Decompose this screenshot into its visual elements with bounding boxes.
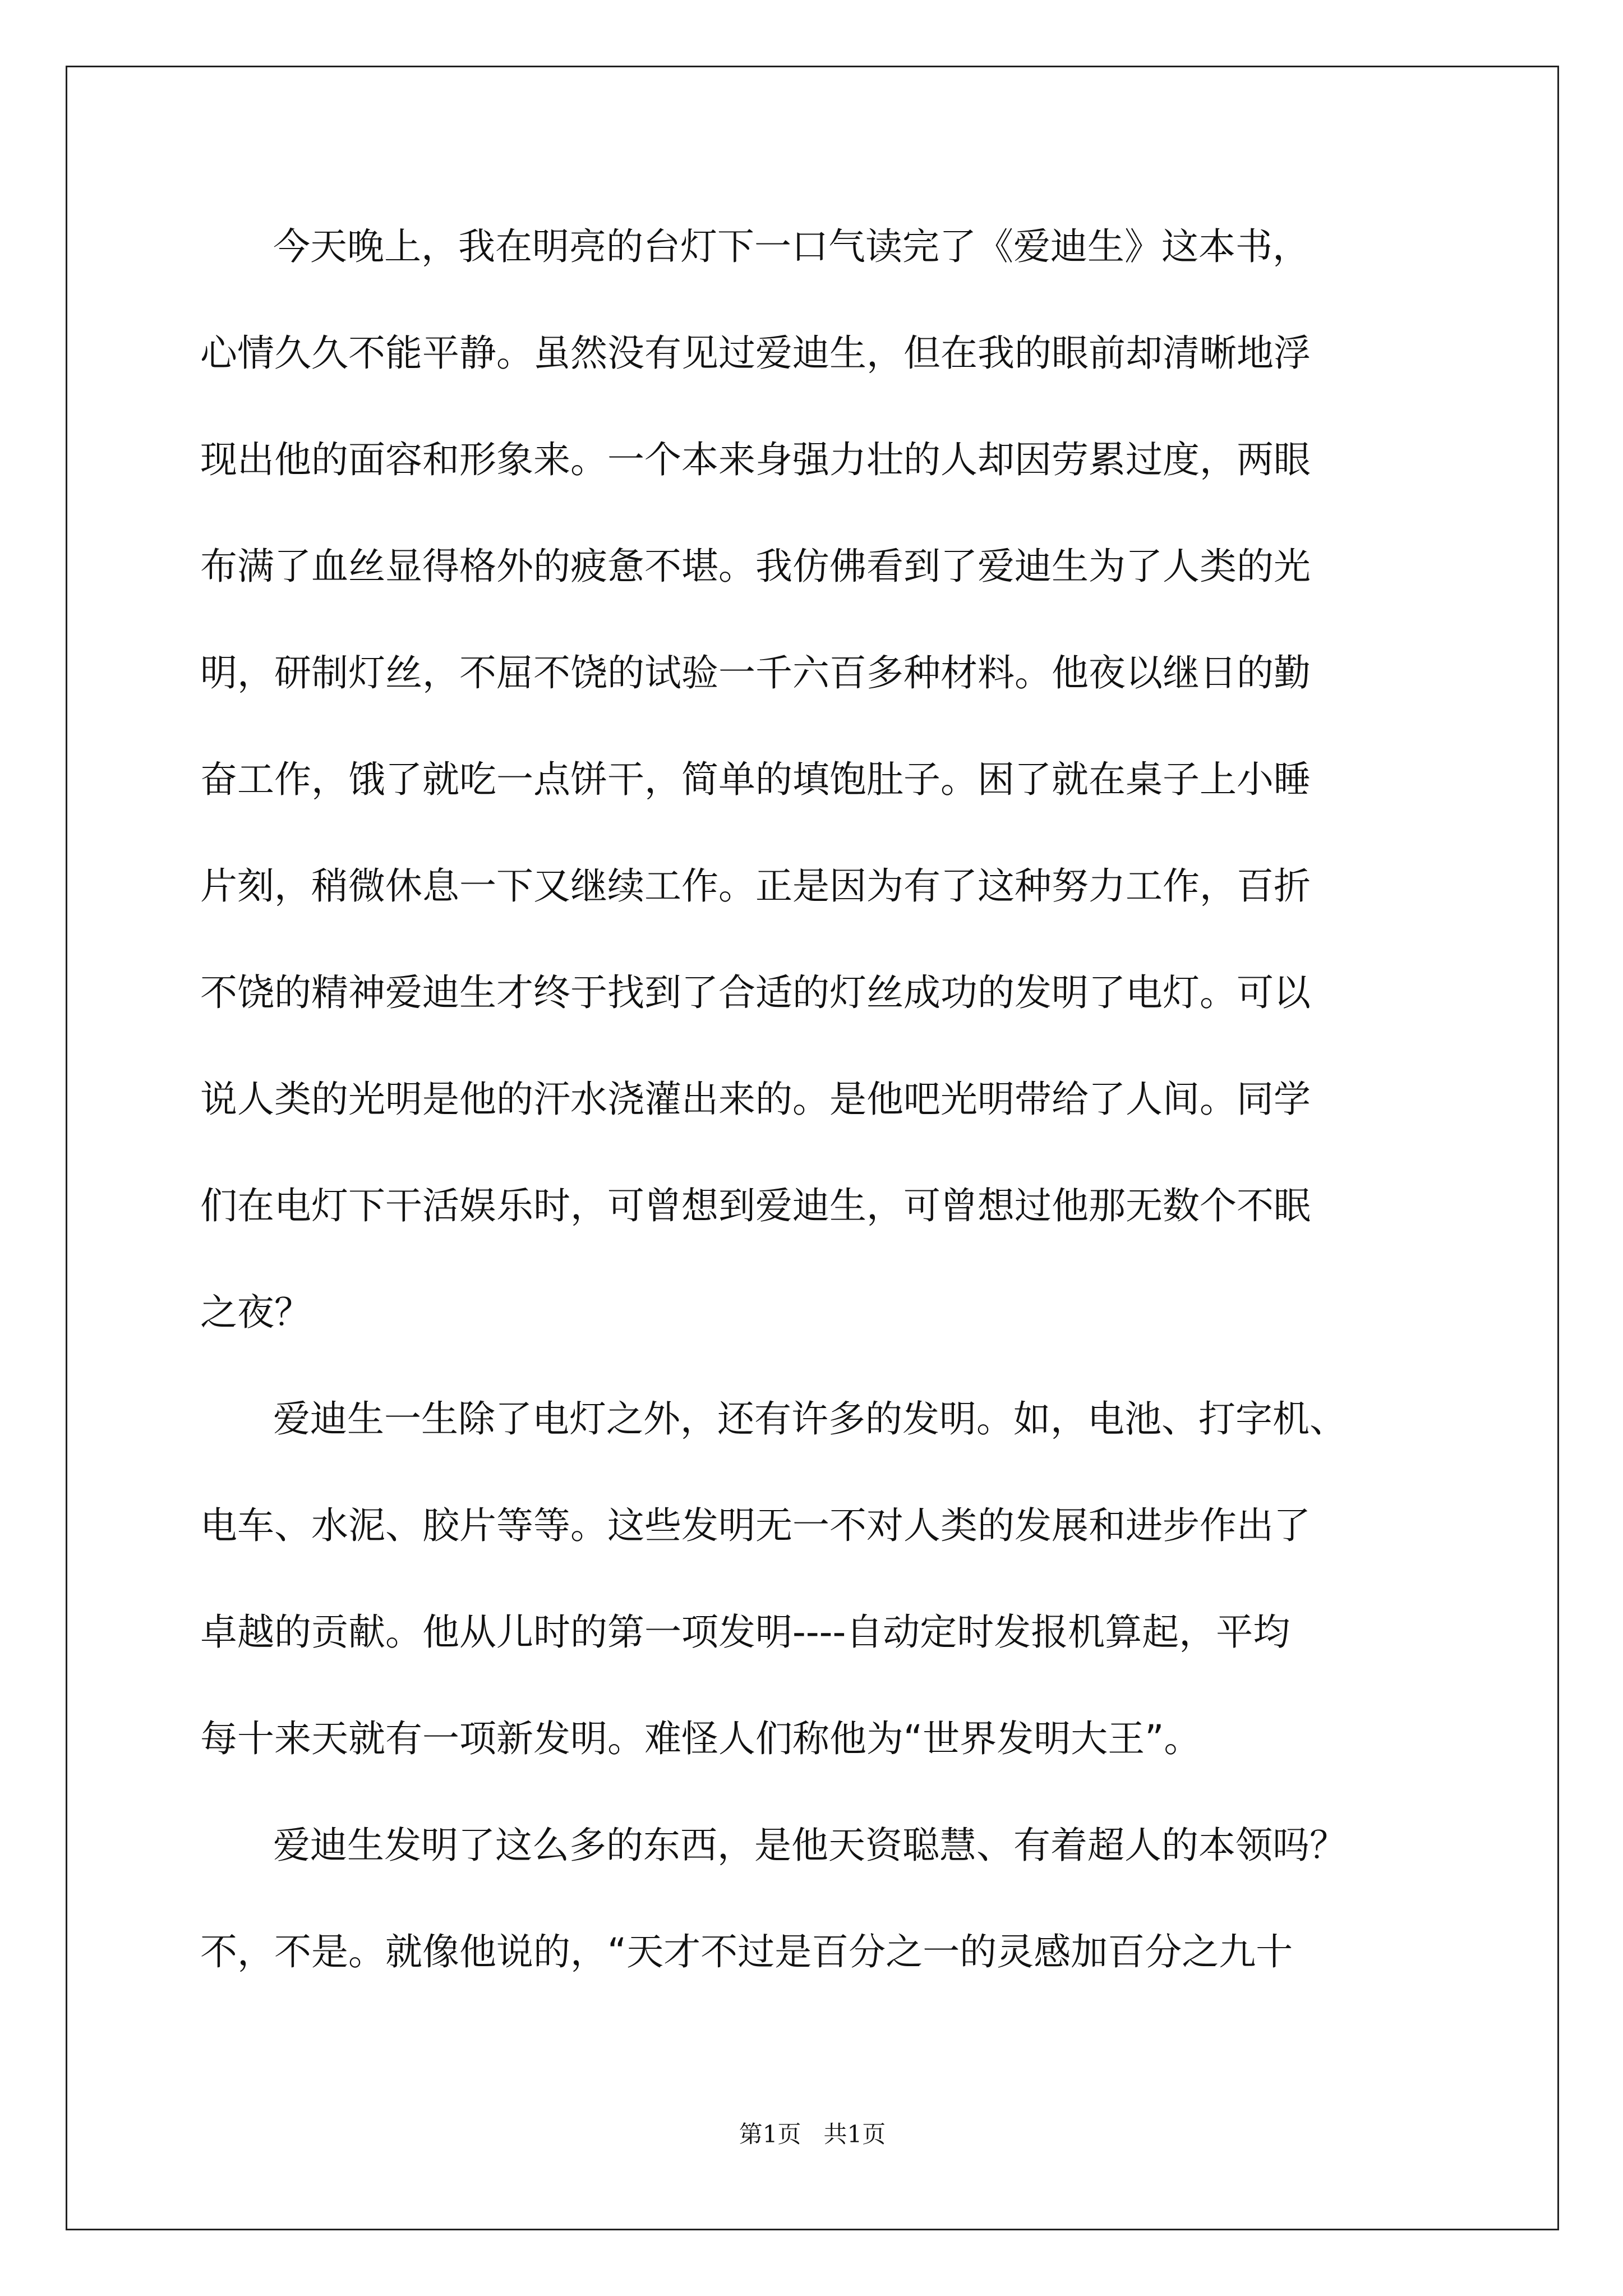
- paragraph-1-line-8: 不饶的精神爱迪生才终于找到了合适的灯丝成功的发明了电灯。可以: [200, 971, 1311, 1014]
- paragraph-3-line-1: 爱迪生发明了这么多的东西，是他天资聪慧、有着超人的本领吗？: [273, 1824, 1347, 1867]
- current-page-label: 第1页: [739, 2120, 801, 2148]
- paragraph-1-line-4: 布满了血丝显得格外的疲惫不堪。我仿佛看到了爱迪生为了人类的光: [200, 545, 1311, 588]
- paragraph-1-line-1: 今天晚上，我在明亮的台灯下一口气读完了《爱迪生》这本书，: [273, 225, 1310, 268]
- paragraph-1-line-7: 片刻，稍微休息一下又继续工作。正是因为有了这种努力工作，百折: [200, 864, 1311, 908]
- paragraph-2-line-3: 卓越的贡献。他从儿时的第一项发明----自动定时发报机算起，平均: [200, 1611, 1290, 1654]
- paragraph-3-line-2: 不，不是。就像他说的，“天才不过是百分之一的灵感加百分之九十: [200, 1930, 1293, 1973]
- paragraph-1-line-6: 奋工作，饿了就吃一点饼干，简单的填饱肚子。困了就在桌子上小睡: [200, 758, 1311, 801]
- paragraph-1-line-9: 说人类的光明是他的汗水浇灌出来的。是他吧光明带给了人间。同学: [200, 1078, 1311, 1121]
- paragraph-1-line-2: 心情久久不能平静。虽然没有见过爱迪生，但在我的眼前却清晰地浮: [200, 332, 1311, 375]
- paragraph-1-line-3: 现出他的面容和形象来。一个本来身强力壮的人却因劳累过度，两眼: [200, 438, 1311, 481]
- paragraph-1-line-5: 明，研制灯丝，不屈不饶的试验一千六百多种材料。他夜以继日的勤: [200, 651, 1311, 694]
- paragraph-2-line-4: 每十来天就有一项新发明。难怪人们称他为“世界发明大王”。: [200, 1717, 1201, 1760]
- page-footer: [67, 2118, 1557, 2151]
- page-frame: [66, 66, 1559, 2230]
- paragraph-2-line-2: 电车、水泥、胶片等等。这些发明无一不对人类的发展和进步作出了: [200, 1504, 1311, 1547]
- paragraph-1-line-10: 们在电灯下干活娱乐时，可曾想到爱迪生，可曾想过他那无数个不眠: [200, 1184, 1311, 1227]
- body-text: [67, 67, 1557, 2229]
- total-pages-label: 共1页: [823, 2120, 886, 2148]
- paragraph-1-line-11: 之夜？: [200, 1291, 311, 1334]
- paragraph-2-line-1: 爱迪生一生除了电灯之外，还有许多的发明。如，电池、打字机、: [273, 1397, 1347, 1441]
